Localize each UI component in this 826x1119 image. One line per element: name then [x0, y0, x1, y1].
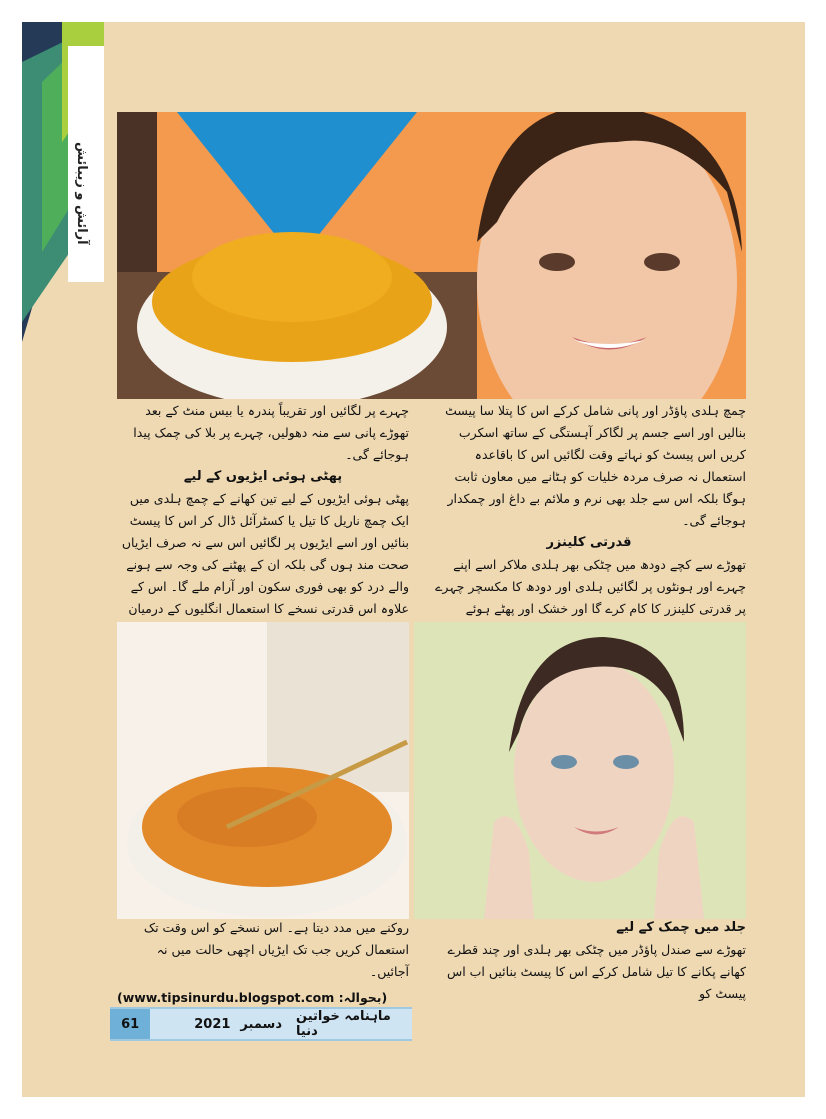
paragraph-heels-continued: روکنے میں مدد دیتا ہے۔ اس نسخے کو اس وقت تک استعمال کریں جب تک ایڑیاں اچھی حالت میں نہ آجائیں۔ — [143, 920, 409, 979]
decorative-side-strip — [22, 22, 104, 342]
footer-year: 2021 — [194, 1016, 231, 1032]
top-left-text-column — [117, 400, 409, 642]
magazine-name: ماہنامہ خواتین دنیا — [296, 1009, 391, 1039]
paragraph-skin-glow: تھوڑے سے صندل پاؤڈر میں چٹکی بھر ہلدی اور چند قطرے کھانے پکانے کا تیل شامل کرکے اس کا پیسٹ بنائیں اب اس پیسٹ کو — [446, 942, 746, 1001]
paragraph-natural-cleanser: تھوڑے سے کچے دودھ میں چٹکی بھر ہلدی ملاکر اسے اپنے چہرے اور ہونٹوں پر لگائیں ہلدی اور دودھ کا مکسچر چہرے پر قدرتی کلینزر کا کام کرے گا اور خشک اور پھٹے ہوئے — [435, 557, 746, 616]
paragraph-body-scrub: چمچ ہلدی پاؤڈر اور پانی شامل کرکے اس کا پتلا سا پیسٹ بنالیں اور اسے جسم پر لگاکر آہستگی کے ساتھ اسکرب کریں اس پیسٹ کو نہاتے وقت لگائیں اس کا باقاعدہ استعمال نہ صرف مردہ خلیات کو ہٹانے میں معاون ثابت ہوگا بلکہ اس سے جلد بھی نرم و ملائم بے داغ اور چمکدار ہوجائے گی۔ — [445, 403, 746, 528]
paragraph-cracked-heels: پھٹی ہوئی ایڑیوں کے لیے تین کھانے کے چمچ ہلدی میں ایک چمچ ناریل کا تیل یا کسٹرآئل ڈال کر اس کا پیسٹ بنائیں اور اسے ایڑیوں پر لگائیں اس سے نہ صرف ایڑیاں صحت مند ہوں گی بلکہ ان کے پھٹنے کی وجہ سے ہونے والے درد کو بھی فوری سکون اور آرام ملے گا۔ اس کے علاوہ اس قدرتی نسخے کا استعمال انگلیوں کے درمیان — [121, 491, 409, 616]
magazine-page — [22, 22, 805, 1097]
page-number: 61 — [110, 1009, 150, 1039]
footer-month: دسمبر — [240, 1016, 282, 1032]
woman-and-turmeric-bowl-photo — [117, 112, 746, 399]
woman-glowing-skin-photo — [414, 622, 746, 919]
page-footer-bar — [110, 1007, 412, 1041]
turmeric-powder-spoon-photo — [117, 622, 409, 919]
section-title: آرائش و زیبائش — [74, 142, 89, 245]
bottom-left-text-column — [117, 917, 409, 1009]
heading-cracked-heels: پھٹی ہوئی ایڑیوں کے لیے — [183, 469, 343, 484]
top-right-text-column — [432, 400, 746, 642]
source-credit: (www.tipsinurdu.blogspot.com :بحوالہ) — [117, 990, 388, 1005]
heading-natural-cleanser: قدرتی کلینزر — [546, 535, 632, 550]
paragraph-face-glow: چہرے پر لگائیں اور تقریباً پندرہ یا بیس منٹ کے بعد تھوڑے پانی سے منہ دھولیں، چہرے پر بلا کی چمک پیدا ہوجائے گی۔ — [133, 403, 409, 462]
bottom-right-text-column — [432, 917, 746, 1005]
heading-skin-glow: جلد میں چمک کے لیے — [616, 920, 746, 935]
